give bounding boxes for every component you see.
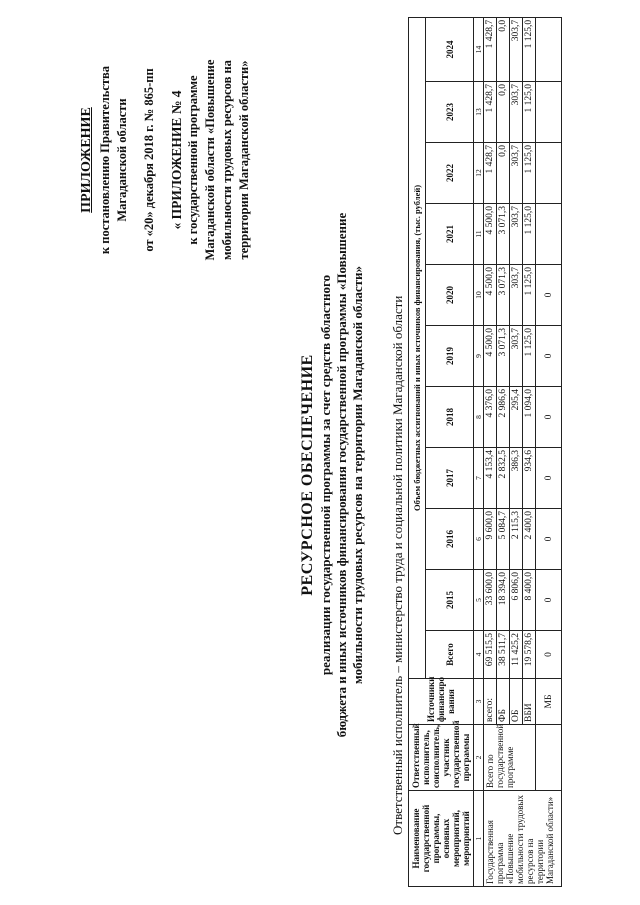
- source-cell: МБ: [536, 679, 562, 725]
- table-row: [536, 17, 562, 886]
- value-cell: 1 125,0: [523, 326, 536, 387]
- index-cell: 12: [474, 143, 484, 204]
- appendix-subline: мобильности трудовых ресурсов на: [220, 60, 234, 260]
- value-cell: 1 428,7: [484, 82, 497, 143]
- index-cell: 11: [474, 204, 484, 265]
- header-year: 2017: [426, 448, 474, 509]
- value-cell: 3 071,3: [497, 265, 510, 326]
- value-cell: 0,0: [497, 143, 510, 204]
- value-cell: 303,7: [510, 17, 523, 81]
- index-cell: 4: [474, 631, 484, 679]
- value-cell: 1 125,0: [523, 82, 536, 143]
- header-year: 2015: [426, 570, 474, 631]
- value-cell: 2 986,6: [497, 387, 510, 448]
- executor-empty-cell: [536, 725, 562, 791]
- value-cell: 303,7: [510, 143, 523, 204]
- responsible-executor: Ответственный исполнитель – министерство труда и социальной политики Магаданской области: [390, 295, 405, 835]
- value-cell: 1 428,7: [484, 17, 497, 81]
- appendix-date: от «20» декабря 2018 г. № 865-пп: [142, 68, 156, 252]
- title-line: реализации государственной программы за счет средств областного: [318, 274, 333, 676]
- value-cell: 1 125,0: [523, 265, 536, 326]
- appendix-subheading: « ПРИЛОЖЕНИЕ № 4: [169, 90, 184, 230]
- value-cell: 0: [536, 509, 562, 570]
- value-cell: 3 071,3: [497, 326, 510, 387]
- value-cell: 303,7: [510, 265, 523, 326]
- header-year: 2019: [426, 326, 474, 387]
- value-cell: 5 084,7: [497, 509, 510, 570]
- value-cell: 2 400,0: [523, 509, 536, 570]
- value-cell: 33 600,0: [484, 570, 497, 631]
- value-cell: 1 125,0: [523, 17, 536, 81]
- value-cell: [536, 143, 562, 204]
- value-cell: 0: [536, 265, 562, 326]
- header-year: 2020: [426, 265, 474, 326]
- header-name: Наименование государственной программы, основных мероприятий, мероприятий: [409, 791, 474, 887]
- value-cell: 1 125,0: [523, 204, 536, 265]
- value-cell: 303,7: [510, 204, 523, 265]
- value-cell: [536, 17, 562, 81]
- source-cell: ОБ: [510, 679, 523, 725]
- value-cell: 6 806,0: [510, 570, 523, 631]
- index-cell: 9: [474, 326, 484, 387]
- index-cell: 2: [474, 725, 484, 791]
- value-cell: 4 500,0: [484, 204, 497, 265]
- value-cell: 0,0: [497, 17, 510, 81]
- value-cell: 3 071,3: [497, 204, 510, 265]
- index-row: [474, 17, 484, 886]
- value-cell: 0: [536, 631, 562, 679]
- appendix-heading: ПРИЛОЖЕНИЕ: [79, 107, 94, 213]
- header-total: Всего: [426, 631, 474, 679]
- document-title: [300, 125, 366, 825]
- value-cell: 2 115,3: [510, 509, 523, 570]
- value-cell: 0: [536, 326, 562, 387]
- value-cell: [536, 204, 562, 265]
- header-year: 2022: [426, 143, 474, 204]
- value-cell: 303,7: [510, 82, 523, 143]
- index-cell: 6: [474, 509, 484, 570]
- value-cell: 0,0: [497, 82, 510, 143]
- appendix-subline: территории Магаданской области»: [237, 60, 251, 260]
- value-cell: 11 425,2: [510, 631, 523, 679]
- appendix-subline: к государственной программе: [186, 75, 200, 245]
- value-cell: 0: [536, 387, 562, 448]
- value-cell: 4 500,0: [484, 265, 497, 326]
- value-cell: 2 832,5: [497, 448, 510, 509]
- index-cell: 10: [474, 265, 484, 326]
- value-cell: 295,4: [510, 387, 523, 448]
- value-cell: 0: [536, 448, 562, 509]
- value-cell: 303,7: [510, 326, 523, 387]
- header-source: Источники финансиро вания: [409, 679, 474, 725]
- program-name: Государственная программа «Повышение мобильности трудовых ресурсов на территории Магаданской области»: [484, 791, 562, 887]
- header-year: 2021: [426, 204, 474, 265]
- source-cell: ФБ: [497, 679, 510, 725]
- index-cell: 3: [474, 679, 484, 725]
- resource-table: [408, 17, 562, 887]
- program-executor: Всего по государственной программе: [484, 725, 536, 791]
- header-group: Объем бюджетных ассигнований и иных источников финансирования, (тыс. рублей): [409, 17, 426, 678]
- value-cell: 0: [536, 570, 562, 631]
- index-cell: 13: [474, 82, 484, 143]
- index-cell: 8: [474, 387, 484, 448]
- value-cell: 18 394,0: [497, 570, 510, 631]
- source-cell: всего:: [484, 679, 497, 725]
- value-cell: 9 600,0: [484, 509, 497, 570]
- value-cell: 69 515,5: [484, 631, 497, 679]
- value-cell: 4 500,0: [484, 326, 497, 387]
- table-row: [484, 17, 497, 886]
- value-cell: 38 511,7: [497, 631, 510, 679]
- value-cell: 4 376,0: [484, 387, 497, 448]
- value-cell: 934,6: [523, 448, 536, 509]
- value-cell: 8 400,0: [523, 570, 536, 631]
- value-cell: [536, 82, 562, 143]
- title-line: мобильности трудовых ресурсов на территории Магаданской области»: [350, 265, 365, 685]
- value-cell: 1 094,0: [523, 387, 536, 448]
- header-executor: Ответственный исполнитель, соисполнитель, участник государственной программы: [409, 725, 474, 791]
- header-year: 2016: [426, 509, 474, 570]
- index-cell: 5: [474, 570, 484, 631]
- appendix-block: [78, 15, 253, 305]
- source-cell: ВБИ: [523, 679, 536, 725]
- title-main: РЕСУРСНОЕ ОБЕСПЕЧЕНИЕ: [299, 354, 316, 596]
- value-cell: 19 578,6: [523, 631, 536, 679]
- appendix-subline: Магаданской области «Повышение: [203, 59, 217, 261]
- value-cell: 1 428,7: [484, 143, 497, 204]
- index-cell: 1: [474, 791, 484, 887]
- title-line: бюджета и иных источников финансирования государственной программы «Повышение: [334, 212, 349, 738]
- value-cell: 386,3: [510, 448, 523, 509]
- index-cell: 14: [474, 17, 484, 81]
- index-cell: 7: [474, 448, 484, 509]
- value-cell: 4 153,4: [484, 448, 497, 509]
- appendix-line: к постановлению Правительства: [98, 65, 112, 255]
- header-year: 2024: [426, 17, 474, 81]
- appendix-line: Магаданской области: [115, 98, 129, 222]
- value-cell: 1 125,0: [523, 143, 536, 204]
- header-year: 2018: [426, 387, 474, 448]
- header-year: 2023: [426, 82, 474, 143]
